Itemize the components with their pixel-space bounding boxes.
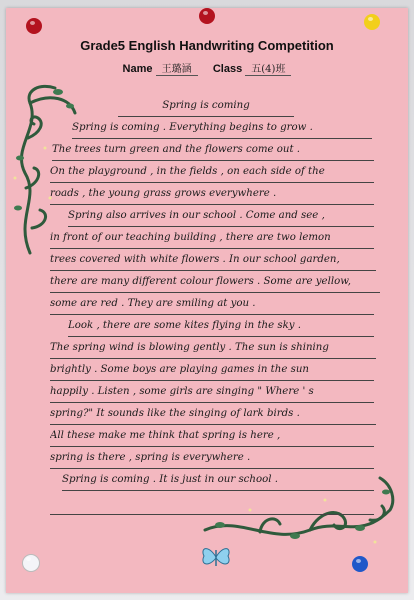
yellow-pushpin-icon <box>362 12 384 34</box>
student-info <box>0 60 414 75</box>
essay-line: Look , there are some kites flying in the sky . <box>68 316 374 337</box>
class-value: 五(4)班 <box>245 64 291 76</box>
essay-line: some are red . They are smiling at you . <box>50 294 374 315</box>
essay-heading: Spring is coming <box>118 96 294 117</box>
essay-blank-line <box>50 494 374 515</box>
essay-line: Spring is coming . Everything begins to grow . <box>72 118 372 139</box>
name-value: 王璐涵 <box>156 64 198 76</box>
essay-line: trees covered with white flowers . In our school garden, <box>50 250 376 271</box>
essay-line: On the playground , in the fields , on each side of the <box>50 162 374 183</box>
essay-line: Spring is coming . It is just in our school . <box>62 470 374 491</box>
essay-line: All these make me think that spring is here , <box>50 426 374 447</box>
essay-line: spring is there , spring is everywhere . <box>50 448 374 469</box>
essay-line: The trees turn green and the flowers come out . <box>52 140 374 161</box>
essay-line: roads , the young grass grows everywhere . <box>50 184 374 205</box>
butterfly-icon <box>200 542 232 572</box>
red-pushpin-icon <box>197 6 219 28</box>
essay-line: in front of our teaching building , there are two lemon <box>50 228 374 249</box>
essay-line: spring?" It sounds like the singing of lark birds . <box>50 404 376 425</box>
essay-line: there are many different colour flowers . Some are yellow, <box>50 272 380 293</box>
name-label: Name <box>122 63 153 75</box>
competition-title: Grade5 English Handwriting Competition <box>80 38 334 53</box>
essay-line: The spring wind is blowing gently . The sun is shining <box>50 338 376 359</box>
essay-line: happily . Listen , some girls are singing " Where ' s <box>50 382 374 403</box>
essay-line: brightly . Some boys are playing games in the sun <box>50 360 374 381</box>
class-label: Class <box>212 63 243 75</box>
essay-line: Spring also arrives in our school . Come and see , <box>68 206 374 227</box>
red-pushpin-icon <box>24 16 46 38</box>
white-pushpin-icon <box>20 552 42 574</box>
